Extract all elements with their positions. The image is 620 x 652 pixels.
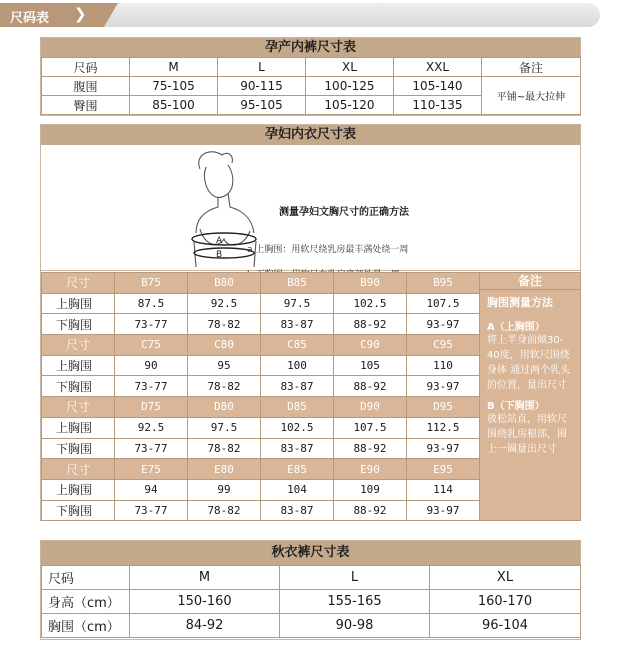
header-label: 尺码 (42, 566, 130, 590)
table-cell: 78-82 (188, 376, 261, 397)
table-cell: 95-105 (218, 96, 306, 115)
size-code: D80 (188, 397, 261, 418)
size-header: M (130, 566, 280, 590)
table-cell: 73-77 (115, 376, 188, 397)
size-code: C90 (334, 335, 407, 356)
table-cell: 85-100 (130, 96, 218, 115)
header-track (96, 3, 600, 27)
size-code: D95 (407, 397, 480, 418)
size-code: B95 (407, 273, 480, 294)
header-title: 尺码表 (10, 11, 50, 26)
remark-cell: 平铺~最大拉伸 (482, 77, 581, 115)
table-cell: 88-92 (334, 500, 407, 521)
table-row (42, 614, 581, 638)
table-cell: 87.5 (115, 293, 188, 314)
size-code: B75 (115, 273, 188, 294)
table-cell: 155-165 (280, 590, 430, 614)
fig-label-a: A (216, 236, 223, 246)
table-cell: 97.5 (261, 293, 334, 314)
row-label: 上胸围 (42, 479, 115, 500)
table-cell: 93-97 (407, 438, 480, 459)
size-code: C95 (407, 335, 480, 356)
size-chart-header (0, 3, 600, 27)
table-cell: 95 (188, 355, 261, 376)
table-cell: 90-98 (280, 614, 430, 638)
row-label: 下胸围 (42, 500, 115, 521)
table-cell: 83-87 (261, 500, 334, 521)
bra-size-table (40, 124, 581, 521)
table-cell: 114 (407, 479, 480, 500)
table-cell: 102.5 (334, 293, 407, 314)
row-label: 尺寸 (42, 273, 115, 294)
table-title: 孕妇内衣尺寸表 (41, 125, 580, 145)
size-code: E80 (188, 459, 261, 480)
table-cell: 110 (407, 355, 480, 376)
table-cell: 78-82 (188, 438, 261, 459)
row-label: 上胸围 (42, 417, 115, 438)
table-row (42, 566, 581, 590)
size-code: E95 (407, 459, 480, 480)
table-title: 孕产内裤尺寸表 (41, 38, 580, 57)
size-code: E75 (115, 459, 188, 480)
note-b-key: B（下胸围） (487, 401, 545, 412)
measure-step-a: a 上胸围：用软尺绕乳房最丰满处绕一周 (247, 245, 409, 255)
table-cell: 93-97 (407, 314, 480, 335)
remark-note (480, 273, 581, 521)
row-label: 身高（cm） (42, 590, 130, 614)
table-cell: 73-77 (115, 438, 188, 459)
size-header: XXL (394, 58, 482, 77)
size-code: C75 (115, 335, 188, 356)
row-label: 腹围 (42, 77, 130, 96)
table-cell: 75-105 (130, 77, 218, 96)
table-cell: 112.5 (407, 417, 480, 438)
size-header: L (280, 566, 430, 590)
table-cell: 84-92 (130, 614, 280, 638)
table-cell: 100-125 (306, 77, 394, 96)
table-cell: 160-170 (430, 590, 581, 614)
row-label: 下胸围 (42, 438, 115, 459)
note-a-key: A（上胸围） (487, 322, 545, 333)
table-cell: 109 (334, 479, 407, 500)
table-cell: 83-87 (261, 438, 334, 459)
table-cell: 105-140 (394, 77, 482, 96)
table-cell: 107.5 (407, 293, 480, 314)
table-cell: 73-77 (115, 314, 188, 335)
size-header: L (218, 58, 306, 77)
header-label: 尺码 (42, 58, 130, 77)
row-label: 尺寸 (42, 397, 115, 418)
thermal-table (41, 565, 581, 638)
size-header: XL (306, 58, 394, 77)
row-label: 下胸围 (42, 314, 115, 335)
row-label: 上胸围 (42, 355, 115, 376)
table-row (42, 77, 581, 96)
row-label: 胸围（cm） (42, 614, 130, 638)
row-label: 上胸围 (42, 293, 115, 314)
table-cell: 96-104 (430, 614, 581, 638)
table-cell: 92.5 (115, 417, 188, 438)
table-title: 秋衣裤尺寸表 (41, 541, 580, 565)
table-cell: 97.5 (188, 417, 261, 438)
note-a-text: 将上半身前倾30-40度，用软尺围绕身体 通过两个乳头的位置，量出尺寸 (487, 335, 571, 391)
table-cell: 78-82 (188, 500, 261, 521)
table-cell: 99 (188, 479, 261, 500)
note-b-text: 放松站直，用软尺围绕乳房根部，围上一圈量出尺寸 (487, 414, 567, 455)
table-cell: 78-82 (188, 314, 261, 335)
table-cell: 93-97 (407, 500, 480, 521)
size-code: B85 (261, 273, 334, 294)
size-band-row (42, 273, 581, 294)
bra-table (41, 272, 581, 521)
row-label: 尺寸 (42, 459, 115, 480)
underwear-table (41, 57, 581, 115)
table-cell: 94 (115, 479, 188, 500)
table-cell: 90-115 (218, 77, 306, 96)
size-code: C80 (188, 335, 261, 356)
fig-label-b: B (216, 250, 223, 260)
table-cell: 73-77 (115, 500, 188, 521)
table-cell: 104 (261, 479, 334, 500)
size-code: D85 (261, 397, 334, 418)
table-cell: 102.5 (261, 417, 334, 438)
table-cell: 90 (115, 355, 188, 376)
size-code: C85 (261, 335, 334, 356)
table-row (42, 590, 581, 614)
size-header: XL (430, 566, 581, 590)
note-subtitle: 胸围测量方法 (487, 296, 553, 309)
measure-title: 测量孕妇文胸尺寸的正确方法 (279, 207, 409, 218)
table-cell: 88-92 (334, 376, 407, 397)
table-cell: 100 (261, 355, 334, 376)
chevron-right-icon: ❯ (74, 5, 87, 23)
table-cell: 92.5 (188, 293, 261, 314)
table-cell: 83-87 (261, 314, 334, 335)
table-cell: 105 (334, 355, 407, 376)
table-cell: 93-97 (407, 376, 480, 397)
table-cell: 110-135 (394, 96, 482, 115)
table-cell: 88-92 (334, 438, 407, 459)
table-cell: 150-160 (130, 590, 280, 614)
measurement-guide (41, 145, 580, 271)
size-code: B90 (334, 273, 407, 294)
size-header: M (130, 58, 218, 77)
thermal-size-table (40, 540, 581, 640)
table-cell: 105-120 (306, 96, 394, 115)
table-row (42, 58, 581, 77)
size-code: D75 (115, 397, 188, 418)
row-label: 下胸围 (42, 376, 115, 397)
size-code: E85 (261, 459, 334, 480)
size-code: B80 (188, 273, 261, 294)
row-label: 尺寸 (42, 335, 115, 356)
table-cell: 88-92 (334, 314, 407, 335)
remark-header: 备注 (482, 58, 581, 77)
remark-header: 备注 (480, 273, 580, 290)
table-cell: 107.5 (334, 417, 407, 438)
size-code: E90 (334, 459, 407, 480)
underwear-size-table (40, 37, 581, 116)
row-label: 臀围 (42, 96, 130, 115)
table-cell: 83-87 (261, 376, 334, 397)
size-code: D90 (334, 397, 407, 418)
